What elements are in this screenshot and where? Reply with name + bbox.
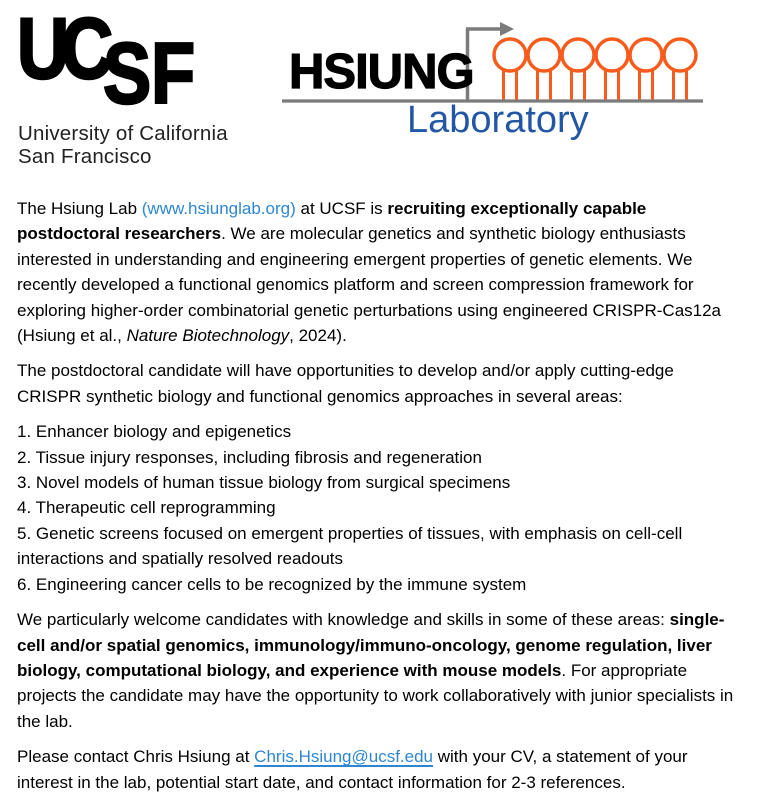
hyperlink[interactable]: Chris.Hsiung@ucsf.edu xyxy=(254,747,434,767)
text-run: at UCSF is xyxy=(295,199,388,218)
hairpin-loop xyxy=(664,39,696,71)
opportunities-paragraph xyxy=(17,358,740,409)
hairpin-loop xyxy=(562,39,594,71)
text-run: single-cell and/or spatial genomics, immunology/immuno-oncology, genome regulation, liver biology, computational biology, and experience with mouse models xyxy=(17,610,725,680)
list-item: 5. Genetic screens focused on emergent properties of tissues, with emphasis on cell-cell interactions and spatially resolved readouts xyxy=(17,523,683,569)
hairpin-loop xyxy=(494,39,526,71)
ucsf-letter-s: S xyxy=(103,26,152,122)
list-item: 2. Tissue injury responses, including fibrosis and regeneration xyxy=(17,447,482,467)
text-run: with your CV, a statement of your interest in the lab, potential start date, and contact information for 2-3 references. xyxy=(17,747,688,792)
text-run: Nature Biotechnology xyxy=(126,326,290,346)
hsiung-wordmark: HSIUNG xyxy=(289,45,474,99)
ucsf-letter-f: F xyxy=(151,26,196,122)
contact-paragraph xyxy=(17,744,740,795)
text-run: . We are molecular genetics and synthetic biology enthusiasts interested in understanding and engineering emergent properties of genetic elements. We recently developed a functional genomics platform and screen compression framework for exploring higher-order combinatorial genetic perturbations using engineered CRISPR-Cas12a (Hsiung et al., xyxy=(17,224,722,346)
text-run: The Hsiung Lab xyxy=(17,199,142,218)
list-item: 1. Enhancer biology and epigenetics xyxy=(17,422,292,442)
hairpin-loop xyxy=(596,39,628,71)
list-item: 4. Therapeutic cell reprogramming xyxy=(17,498,276,518)
skills-paragraph xyxy=(17,607,740,734)
hairpin-loop xyxy=(528,39,560,71)
ucsf-letter-c: C xyxy=(61,1,114,97)
text-run: We particularly welcome candidates with knowledge and skills in some of these areas: xyxy=(17,610,670,630)
hairpin-loop xyxy=(630,39,662,71)
grna-hairpins-icon xyxy=(494,39,696,101)
hsiung-subtitle: Laboratory xyxy=(407,99,589,141)
ucsf-subtitle-line1: University of California xyxy=(18,122,228,145)
list-item: 3. Novel models of human tissue biology from surgical specimens xyxy=(17,473,511,493)
ucsf-logo xyxy=(0,0,240,125)
ucsf-subtitle-line2: San Francisco xyxy=(18,144,152,168)
text-run: Please contact Chris Hsiung at xyxy=(17,747,255,767)
list-item: 6. Engineering cancer cells to be recognized by the immune system xyxy=(17,574,527,594)
text-run: , 2024). xyxy=(289,326,347,346)
ucsf-subtitle xyxy=(18,123,228,168)
ucsf-letter-u: U xyxy=(17,1,70,97)
hyperlink[interactable]: (www.hsiunglab.org) xyxy=(141,199,296,218)
text-run: recruiting exceptionally capable postdoctoral researchers xyxy=(17,199,647,244)
research-areas-list xyxy=(17,419,740,597)
intro-paragraph xyxy=(17,196,740,348)
body-text xyxy=(0,196,758,795)
header xyxy=(0,0,758,196)
text-run: . For appropriate projects the candidate may have the opportunity to work collaboratively with junior specialists in the lab. xyxy=(17,660,734,731)
text-run: The postdoctoral candidate will have opportunities to develop and/or apply cutting-edge CRISPR synthetic biology and functional genomics approaches in several areas: xyxy=(17,361,674,406)
